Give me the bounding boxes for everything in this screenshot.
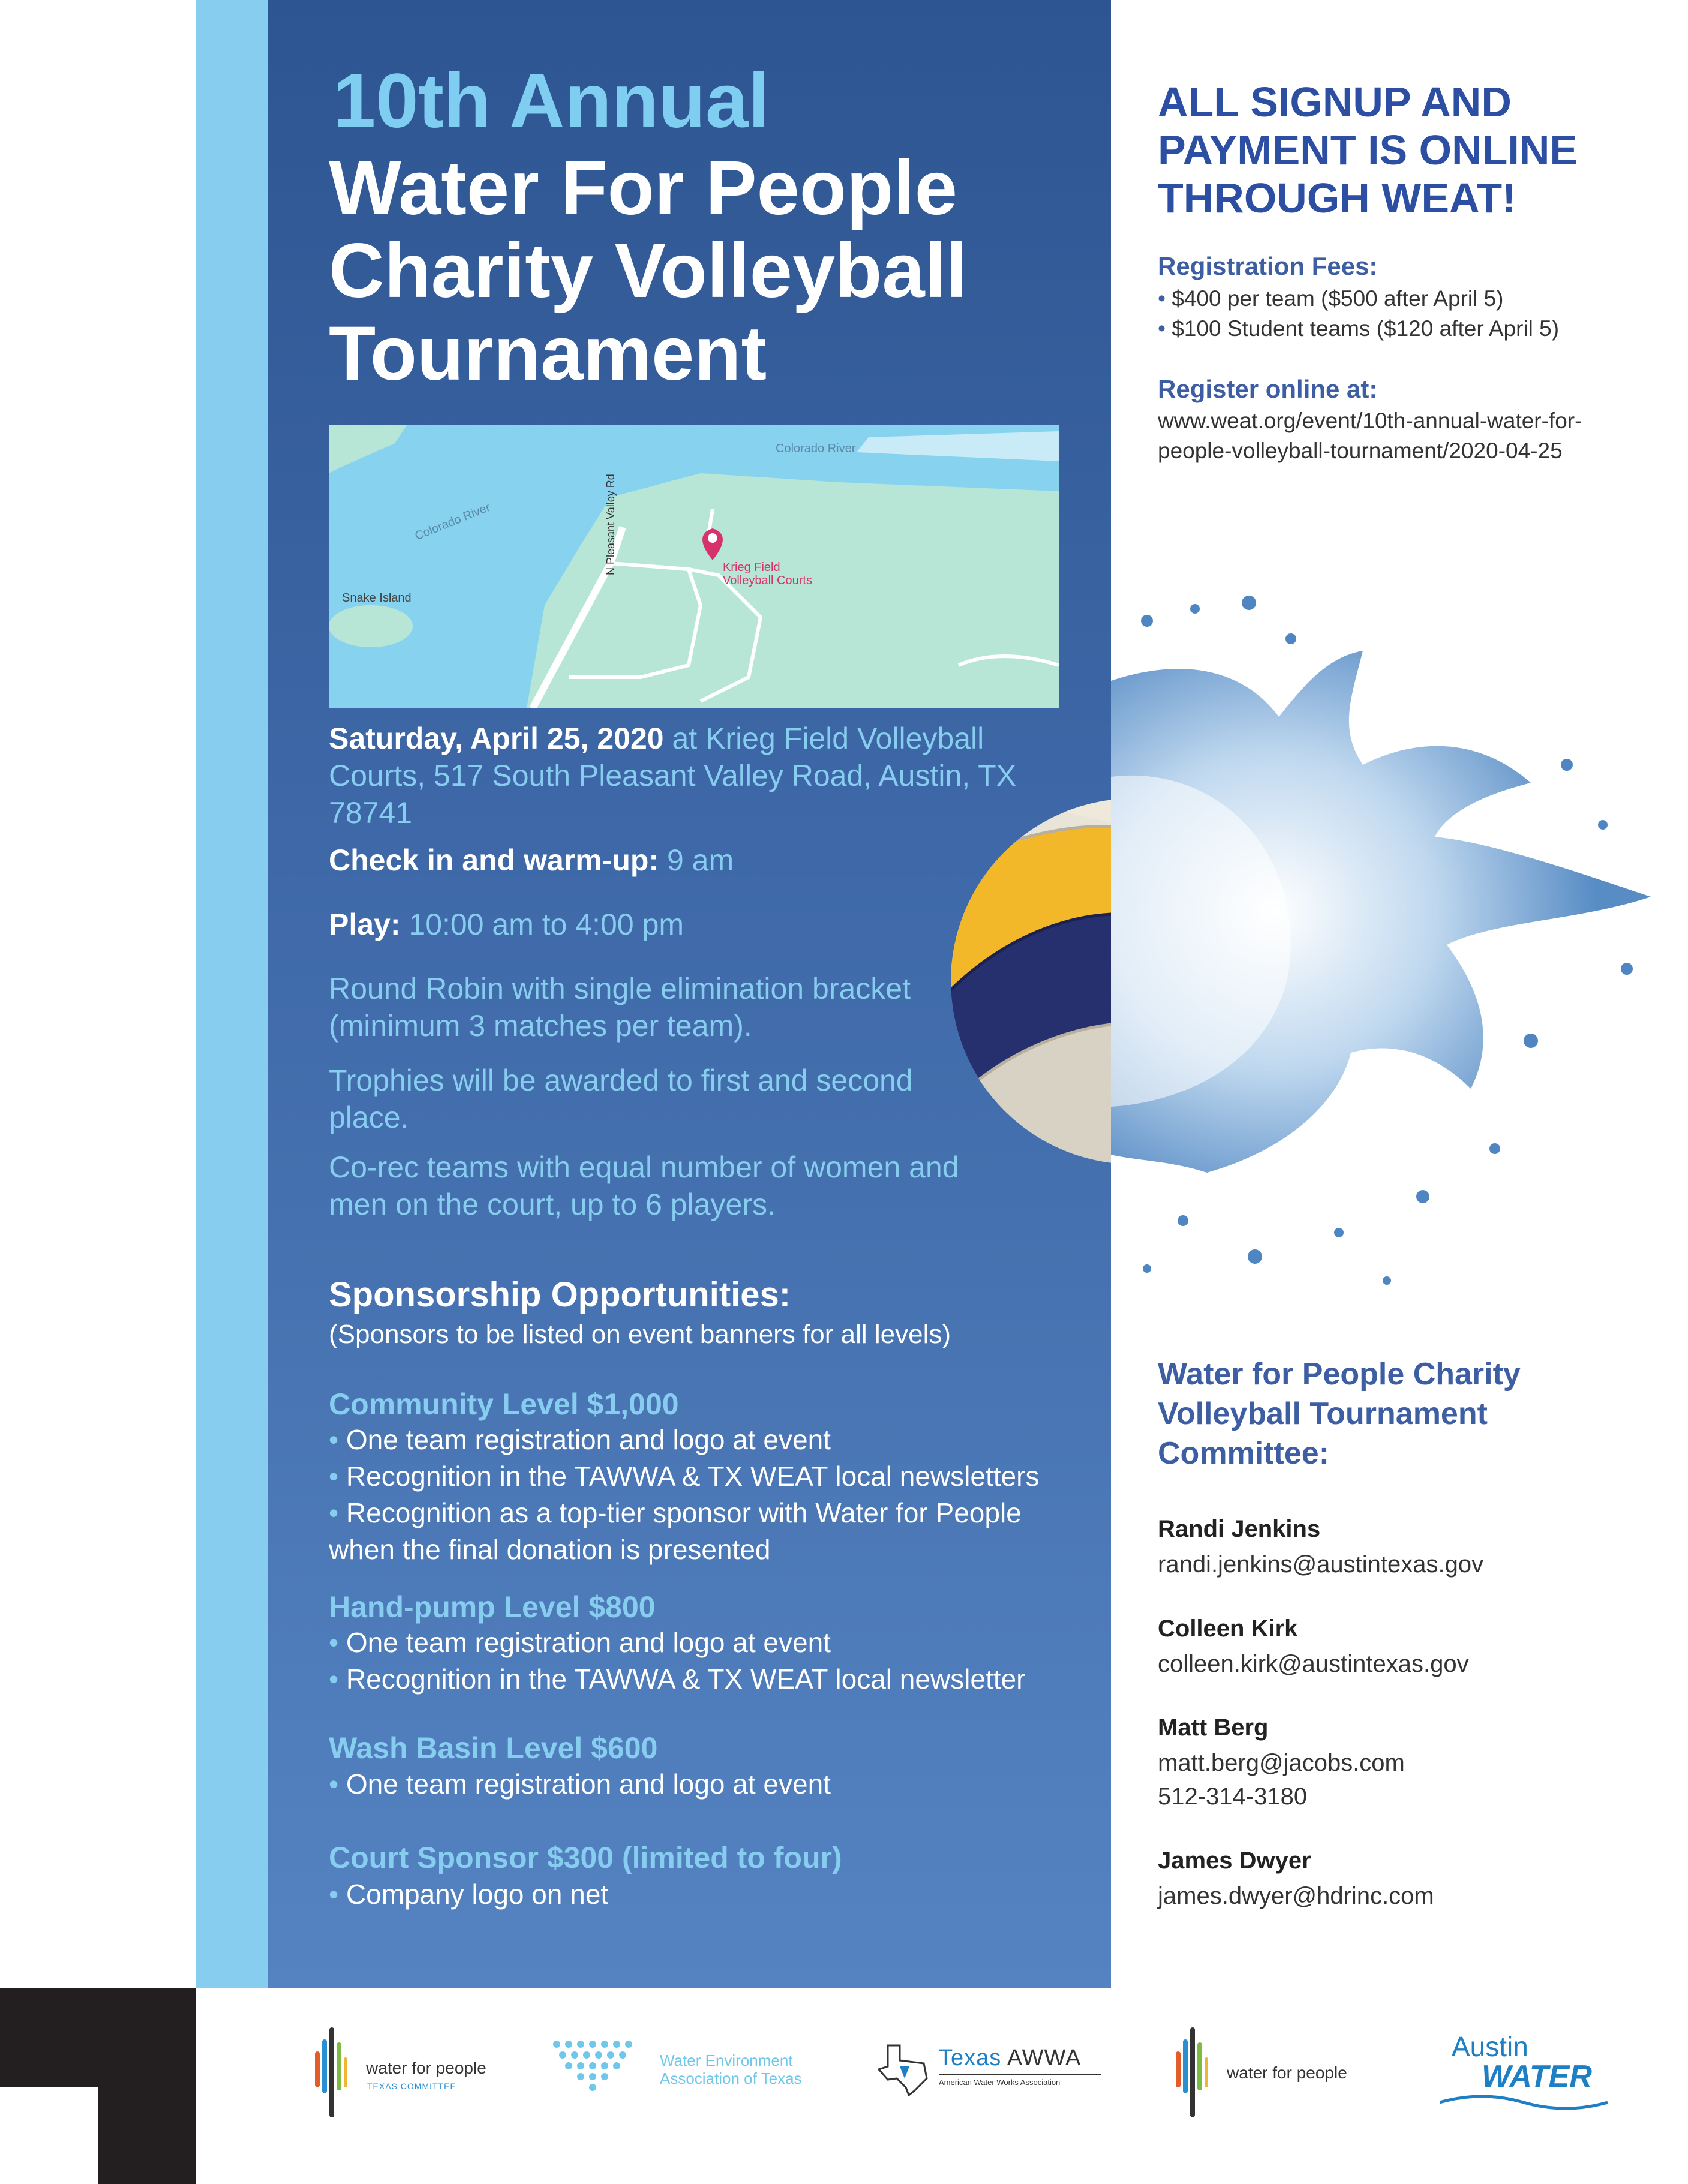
level-wash-basin-items [329, 1766, 1097, 1803]
list-item: • Recognition as a top-tier sponsor with Water for People when the final donation is presented [329, 1497, 1022, 1565]
member-contact[interactable] [1158, 1746, 1405, 1813]
level-community: Community Level $1,000 [329, 1387, 679, 1421]
level-court-sponsor: Court Sponsor $300 (limited to four) [329, 1841, 842, 1874]
committee-heading [1158, 1354, 1638, 1473]
logo-austin-water [1440, 2027, 1620, 2117]
member-email[interactable]: colleen.kirk@austintexas.gov [1158, 1651, 1469, 1677]
play-label: Play: [329, 908, 401, 941]
weat-line-2: Association of Texas [660, 2069, 802, 2087]
list-item: • One team registration and logo at event [329, 1768, 831, 1800]
water-splash-graphic [1111, 585, 1663, 1332]
member-email[interactable]: randi.jenkins@austintexas.gov [1158, 1551, 1484, 1578]
event-date: Saturday, April 25, 2020 [329, 722, 664, 755]
sponsorship-subheading: (Sponsors to be listed on event banners for all levels) [329, 1320, 951, 1349]
tawwa-name-a: Texas [939, 2045, 1007, 2071]
map-graphic [329, 425, 1059, 708]
member-name: Colleen Kirk [1158, 1615, 1298, 1642]
member-name: James Dwyer [1158, 1847, 1311, 1874]
member-contact[interactable] [1158, 1647, 1469, 1681]
committee-heading-line-3: Committee: [1158, 1436, 1330, 1471]
item-text: One team registration and logo at event [346, 1768, 831, 1800]
path-1 [569, 563, 701, 677]
register-url[interactable] [1158, 406, 1582, 466]
weat-line-1: Water Environment [660, 2051, 793, 2069]
path-4 [959, 656, 1059, 665]
fees-list [1158, 284, 1559, 344]
item-text: One team registration and logo at event [346, 1424, 831, 1455]
title-line-1: Water For People [329, 145, 957, 231]
wfp-name: water for people [1227, 2063, 1347, 2082]
checkin-label: Check in and warm-up: [329, 843, 659, 877]
texas-outline-icon [876, 2042, 930, 2096]
tawwa-sub: American Water Works Association [939, 2078, 1061, 2087]
list-item: • Recognition in the TAWWA & TX WEAT local newsletter [329, 1663, 1026, 1695]
title-line-3: Tournament [329, 311, 767, 396]
logo-water-for-people-texas [312, 2027, 504, 2117]
member-contact[interactable] [1158, 1548, 1483, 1581]
map-pin-hole [708, 533, 717, 543]
light-blue-stripe [196, 0, 268, 1988]
location-map[interactable] [329, 425, 1059, 708]
cta-line-1: ALL SIGNUP AND [1158, 79, 1512, 125]
cta-line-2: PAYMENT IS ONLINE [1158, 127, 1578, 173]
tawwa-name [939, 2045, 1081, 2071]
tawwa-divider [939, 2074, 1101, 2075]
fee-text: $100 Student teams ($120 after April 5) [1172, 316, 1560, 341]
fee-text: $400 per team ($500 after April 5) [1172, 286, 1504, 311]
register-online-heading: Register online at: [1158, 375, 1378, 403]
wfp-texas-name: water for people [366, 2059, 486, 2077]
volleyball-image [948, 795, 1111, 1168]
event-location: at Krieg Field Volleyball Courts, 517 South Pleasant Valley Road, Austin, TX 78741 [329, 722, 1017, 830]
list-item: • $400 per team ($500 after April 5) [1158, 286, 1504, 311]
tawwa-name-b: AWWA [1007, 2045, 1082, 2071]
item-text: Recognition as a top-tier sponsor with Water for People when the final donation is presented [329, 1497, 1022, 1565]
level-hand-pump: Hand-pump Level $800 [329, 1590, 656, 1624]
snake-island [329, 605, 413, 647]
list-item: • Recognition in the TAWWA & TX WEAT local newsletters [329, 1461, 1040, 1492]
weat-name [660, 2051, 802, 2087]
austin-wave-icon [1440, 2090, 1608, 2114]
level-court-sponsor-items [329, 1876, 1097, 1913]
checkin-value: 9 am [659, 843, 734, 877]
logo-texas-awwa [876, 2027, 1104, 2117]
member-name: Matt Berg [1158, 1714, 1269, 1741]
signup-callout [1158, 78, 1650, 222]
fees-heading: Registration Fees: [1158, 252, 1378, 280]
list-item: • Company logo on net [329, 1879, 609, 1910]
event-title [329, 147, 1085, 395]
white-corner-notch [0, 2087, 98, 2184]
member-phone[interactable]: 512-314-3180 [1158, 1783, 1308, 1810]
volleyball-graphic [948, 795, 1111, 1168]
trophies-text: Trophies will be awarded to first and second place. [329, 1064, 913, 1134]
list-item: • One team registration and logo at event [329, 1424, 831, 1455]
level-community-items [329, 1422, 1097, 1568]
url-line-1: www.weat.org/event/10th-annual-water-for- [1158, 408, 1582, 433]
map-pin-icon [702, 528, 723, 560]
level-hand-pump-items [329, 1624, 1097, 1698]
weat-dots-icon [552, 2039, 642, 2093]
item-text: One team registration and logo at event [346, 1627, 831, 1658]
map-island-label: Snake Island [342, 591, 412, 605]
wfp-mark-icon [1173, 2027, 1209, 2117]
member-email[interactable]: matt.berg@jacobs.com [1158, 1750, 1405, 1776]
url-line-2: people-volleyball-tournament/2020-04-25 [1158, 438, 1563, 463]
title-line-2: Charity Volleyball [329, 228, 968, 314]
wfp-texas-sub: TEXAS COMMITTEE [367, 2081, 456, 2091]
member-email[interactable]: james.dwyer@hdrinc.com [1158, 1883, 1434, 1909]
format-text: Round Robin with single elimination bracket (minimum 3 matches per team). [329, 972, 911, 1043]
logo-weat [552, 2027, 828, 2117]
map-pin-label [723, 561, 812, 587]
austin-line-1: Austin [1452, 2031, 1528, 2062]
water-splash-image [1111, 585, 1663, 1332]
committee-heading-line-1: Water for People Charity [1158, 1357, 1521, 1392]
item-text: Recognition in the TAWWA & TX WEAT local newsletter [346, 1663, 1026, 1695]
annual-label: 10th Annual [333, 58, 770, 144]
list-item: • $100 Student teams ($120 after April 5) [1158, 316, 1560, 341]
list-item: • One team registration and logo at event [329, 1627, 831, 1658]
item-text: Recognition in the TAWWA & TX WEAT local newsletters [346, 1461, 1040, 1492]
map-road-label: N Pleasant Valley Rd [605, 474, 617, 575]
play-value: 10:00 am to 4:00 pm [400, 908, 684, 941]
pin-label-line-1: Krieg Field [723, 561, 780, 574]
teams-text: Co-rec teams with equal number of women and men on the court, up to 6 players. [329, 1150, 959, 1221]
map-river-label-left: Colorado River [413, 500, 492, 543]
path-2 [689, 569, 761, 701]
logo-water-for-people [1173, 2027, 1365, 2117]
sponsorship-heading: Sponsorship Opportunities: [329, 1275, 791, 1314]
item-text: Company logo on net [346, 1879, 609, 1910]
committee-heading-line-2: Volleyball Tournament [1158, 1396, 1488, 1431]
river-water [329, 425, 1059, 708]
wfp-mark-icon [312, 2027, 348, 2117]
pin-label-line-2: Volleyball Courts [723, 574, 812, 587]
member-contact[interactable] [1158, 1879, 1434, 1913]
austin-line-2: WATER [1482, 2059, 1592, 2094]
cta-line-3: THROUGH WEAT! [1158, 175, 1516, 221]
level-wash-basin: Wash Basin Level $600 [329, 1731, 658, 1765]
map-river-label-top: Colorado River [776, 442, 856, 455]
member-name: Randi Jenkins [1158, 1516, 1321, 1542]
